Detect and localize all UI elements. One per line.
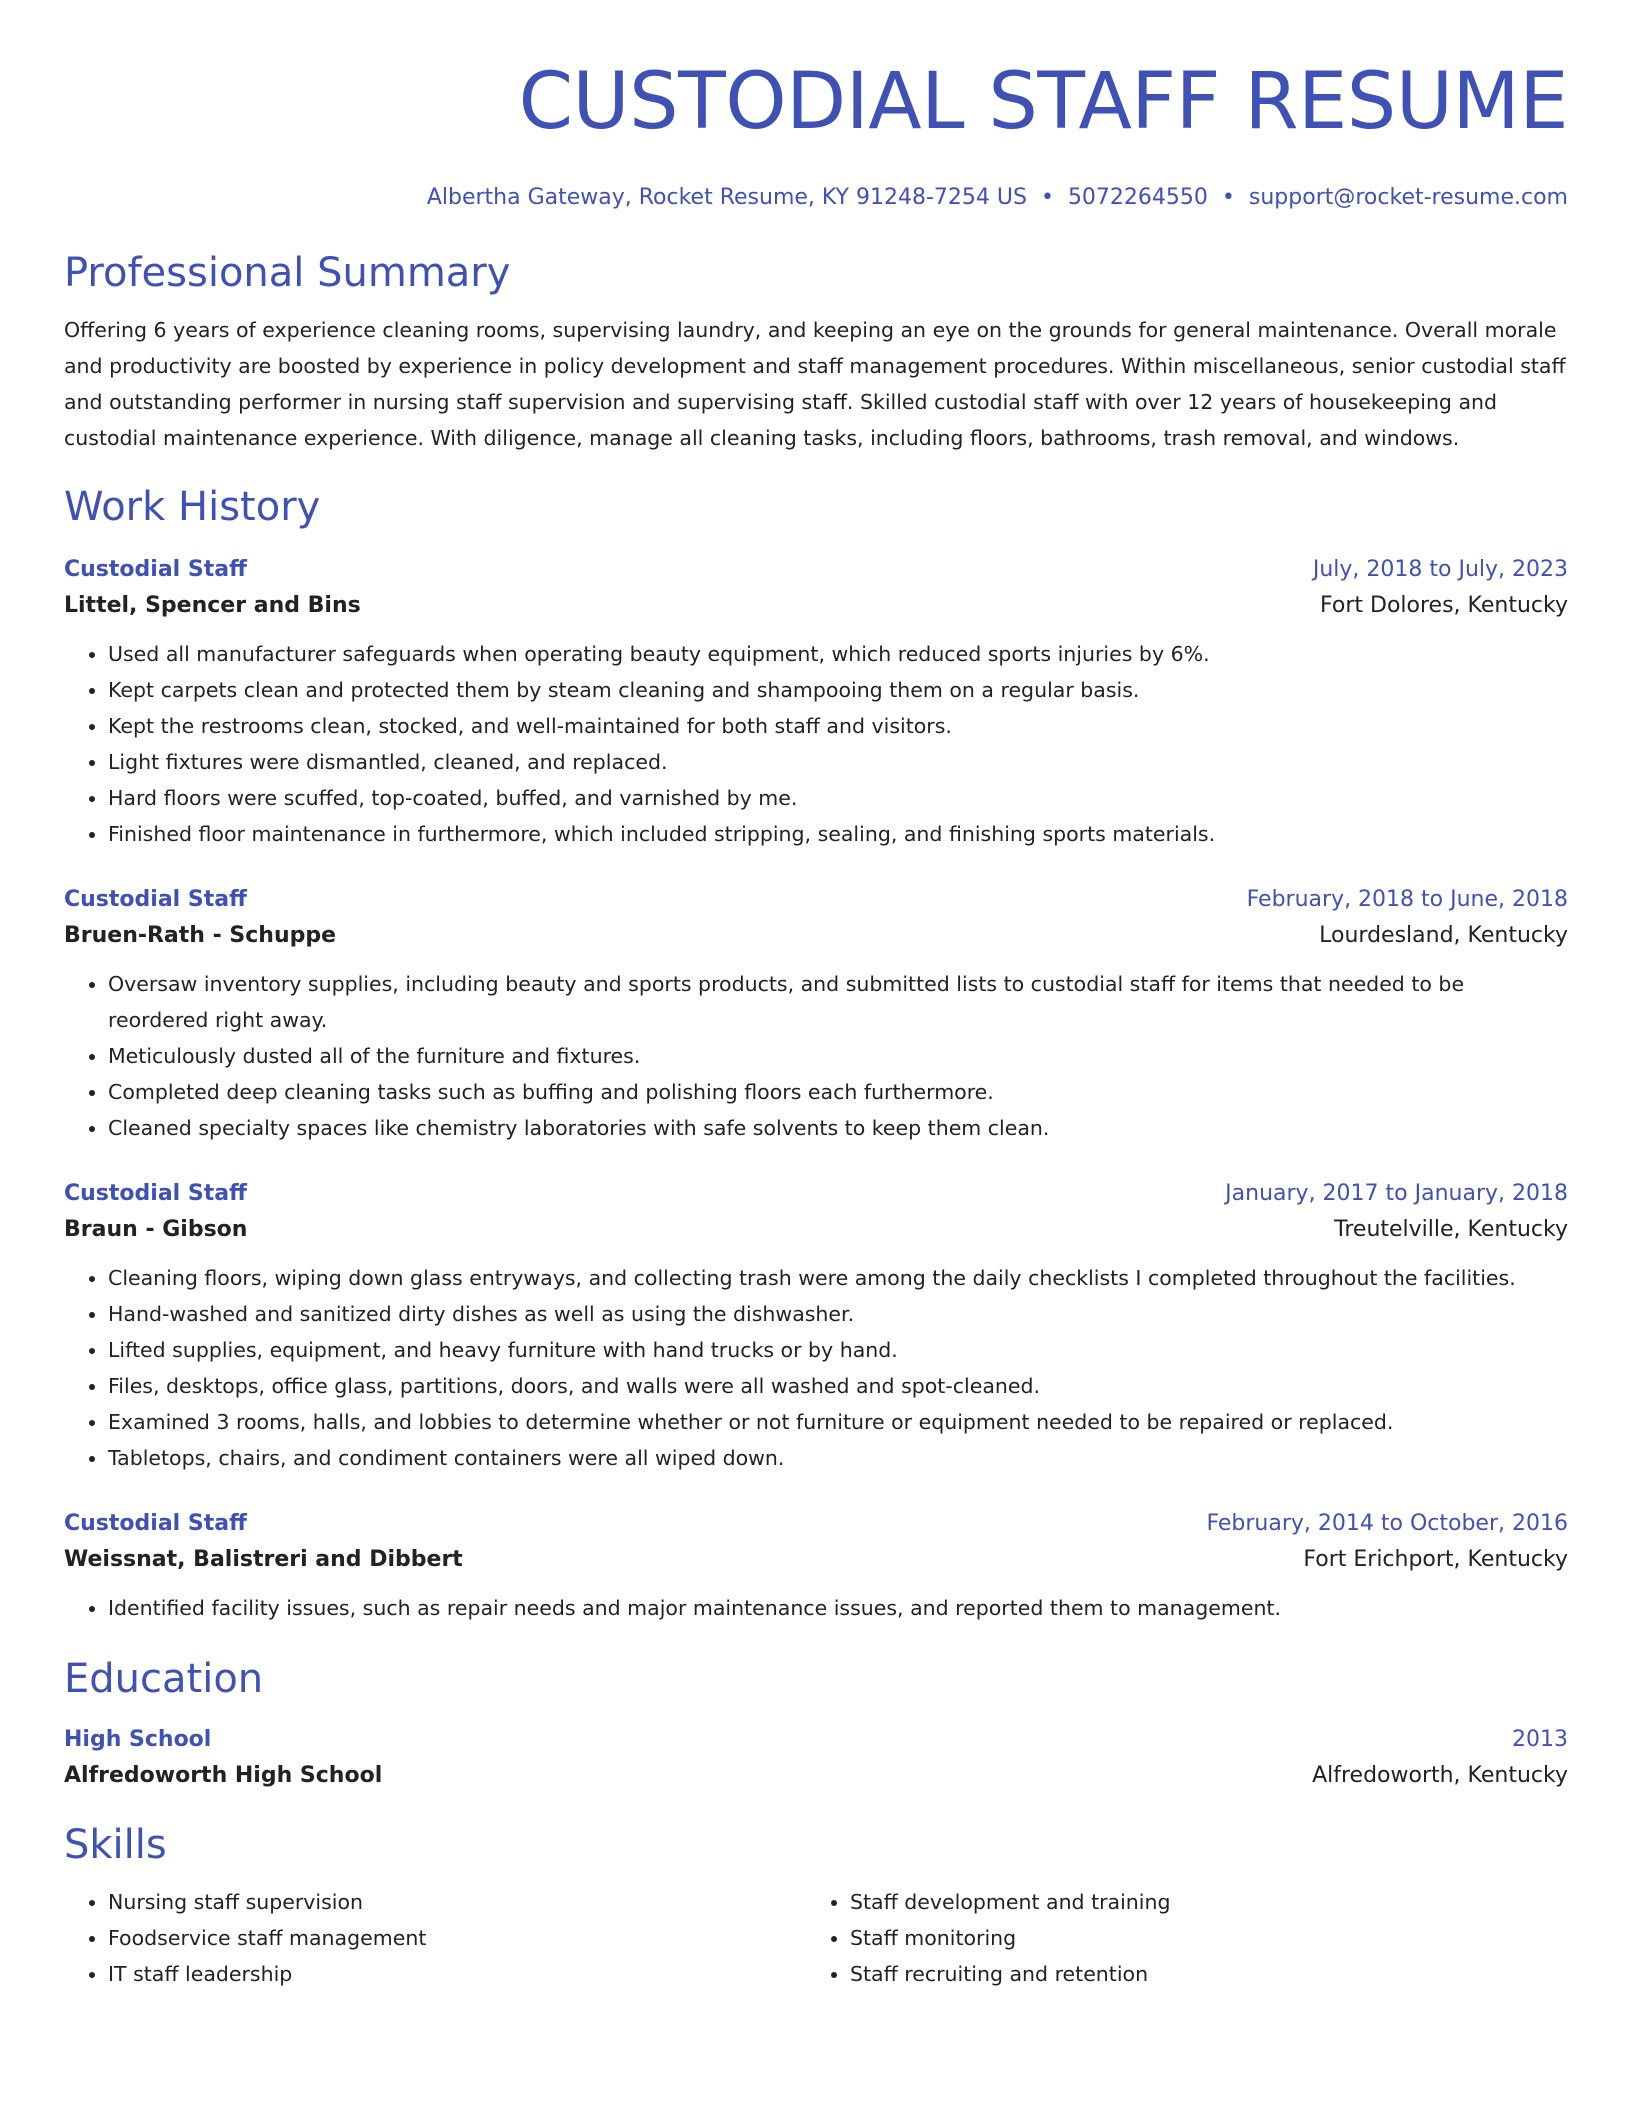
skill-item: • Staff monitoring bbox=[850, 1920, 1548, 1956]
job-entry bbox=[64, 1506, 1568, 1626]
job-company: Weissnat, Balistreri and Dibbert bbox=[64, 1547, 463, 1572]
job-entry bbox=[64, 552, 1568, 852]
job-company: Braun - Gibson bbox=[64, 1217, 248, 1242]
duty-item: • Tabletops, chairs, and condiment containers were all wiped down. bbox=[108, 1440, 1568, 1476]
education-location: Alfredoworth, Kentucky bbox=[1312, 1763, 1568, 1788]
job-entry bbox=[64, 882, 1568, 1146]
skills-list bbox=[64, 1884, 1568, 1992]
education-year: 2013 bbox=[1512, 1727, 1568, 1752]
summary-heading: Professional Summary bbox=[64, 250, 511, 296]
contact-phone: 5072264550 bbox=[1067, 185, 1208, 210]
job-dates: February, 2014 to October, 2016 bbox=[1206, 1511, 1568, 1536]
bullet-separator: • bbox=[1221, 185, 1235, 210]
duty-item: • Finished floor maintenance in furthermore, which included stripping, sealing, and finishing sports materials. bbox=[108, 816, 1568, 852]
education-degree: High School bbox=[64, 1727, 212, 1752]
job-role: Custodial Staff bbox=[64, 557, 247, 582]
bullet-separator: • bbox=[1040, 185, 1054, 210]
education-entry bbox=[64, 1722, 1568, 1794]
duty-item: • Cleaning floors, wiping down glass entryways, and collecting trash were among the daily checklists I completed throughout the facilities. bbox=[108, 1260, 1568, 1296]
duty-item: • Cleaned specialty spaces like chemistry laboratories with safe solvents to keep them clean. bbox=[108, 1110, 1568, 1146]
job-location: Fort Erichport, Kentucky bbox=[1303, 1547, 1568, 1572]
job-role: Custodial Staff bbox=[64, 1181, 247, 1206]
skills-column-right bbox=[806, 1884, 1548, 1992]
job-company: Littel, Spencer and Bins bbox=[64, 593, 361, 618]
duty-item: • Oversaw inventory supplies, including beauty and sports products, and submitted lists to custodial staff for items that needed to be reordered right away. bbox=[108, 966, 1568, 1038]
skill-item: • Staff recruiting and retention bbox=[850, 1956, 1548, 1992]
skill-item: • IT staff leadership bbox=[108, 1956, 806, 1992]
job-location: Fort Dolores, Kentucky bbox=[1320, 593, 1568, 618]
skill-item: • Staff development and training bbox=[850, 1884, 1548, 1920]
job-dates: July, 2018 to July, 2023 bbox=[1312, 557, 1568, 582]
duty-item: • Used all manufacturer safeguards when operating beauty equipment, which reduced sports injuries by 6%. bbox=[108, 636, 1568, 672]
job-company: Bruen-Rath - Schuppe bbox=[64, 923, 337, 948]
education-school: Alfredoworth High School bbox=[64, 1763, 383, 1788]
duty-item: • Hard floors were scuffed, top-coated, buffed, and varnished by me. bbox=[108, 780, 1568, 816]
contact-line bbox=[64, 180, 1568, 216]
job-location: Lourdesland, Kentucky bbox=[1319, 923, 1568, 948]
skills-column-left bbox=[64, 1884, 806, 1992]
duty-item: • Light fixtures were dismantled, cleaned, and replaced. bbox=[108, 744, 1568, 780]
duty-item: • Examined 3 rooms, halls, and lobbies to determine whether or not furniture or equipment needed to be repaired or replaced. bbox=[108, 1404, 1568, 1440]
duty-item: • Identified facility issues, such as repair needs and major maintenance issues, and reported them to management. bbox=[108, 1590, 1568, 1626]
contact-address: Albertha Gateway, Rocket Resume, KY 91248-7254 US bbox=[426, 185, 1027, 210]
job-duties bbox=[64, 1590, 1568, 1626]
duty-item: • Completed deep cleaning tasks such as buffing and polishing floors each furthermore. bbox=[108, 1074, 1568, 1110]
job-duties bbox=[64, 966, 1568, 1146]
resume-page bbox=[64, 0, 1568, 1992]
contact-email: support@rocket-resume.com bbox=[1248, 185, 1568, 210]
duty-item: • Kept the restrooms clean, stocked, and well-maintained for both staff and visitors. bbox=[108, 708, 1568, 744]
summary-text: Offering 6 years of experience cleaning rooms, supervising laundry, and keeping an eye on the grounds for general maintenance. Overall morale and productivity are boosted by experience in policy development and staff management procedures. Within miscellaneous, senior custodial staff and outstanding performer in nursing staff supervision and supervising staff. Skilled custodial staff with over 12 years of housekeeping and custodial maintenance experience. With diligence, manage all cleaning tasks, including floors, bathrooms, trash removal, and windows. bbox=[64, 318, 1566, 450]
duty-item: • Hand-washed and sanitized dirty dishes as well as using the dishwasher. bbox=[108, 1296, 1568, 1332]
job-dates: February, 2018 to June, 2018 bbox=[1246, 887, 1568, 912]
job-entry bbox=[64, 1176, 1568, 1476]
resume-title: CUSTODIAL STAFF RESUME bbox=[518, 57, 1568, 147]
skill-item: • Nursing staff supervision bbox=[108, 1884, 806, 1920]
duty-item: • Meticulously dusted all of the furniture and fixtures. bbox=[108, 1038, 1568, 1074]
skills-heading: Skills bbox=[64, 1822, 167, 1868]
duty-item: • Kept carpets clean and protected them by steam cleaning and shampooing them on a regular basis. bbox=[108, 672, 1568, 708]
job-role: Custodial Staff bbox=[64, 1511, 247, 1536]
job-duties bbox=[64, 1260, 1568, 1476]
work-history-heading: Work History bbox=[64, 484, 321, 530]
education-heading: Education bbox=[64, 1656, 264, 1702]
duty-item: • Lifted supplies, equipment, and heavy furniture with hand trucks or by hand. bbox=[108, 1332, 1568, 1368]
job-duties bbox=[64, 636, 1568, 852]
job-dates: January, 2017 to January, 2018 bbox=[1225, 1181, 1568, 1206]
duty-item: • Files, desktops, office glass, partitions, doors, and walls were all washed and spot-cleaned. bbox=[108, 1368, 1568, 1404]
job-role: Custodial Staff bbox=[64, 887, 247, 912]
skill-item: • Foodservice staff management bbox=[108, 1920, 806, 1956]
job-location: Treutelville, Kentucky bbox=[1334, 1217, 1568, 1242]
